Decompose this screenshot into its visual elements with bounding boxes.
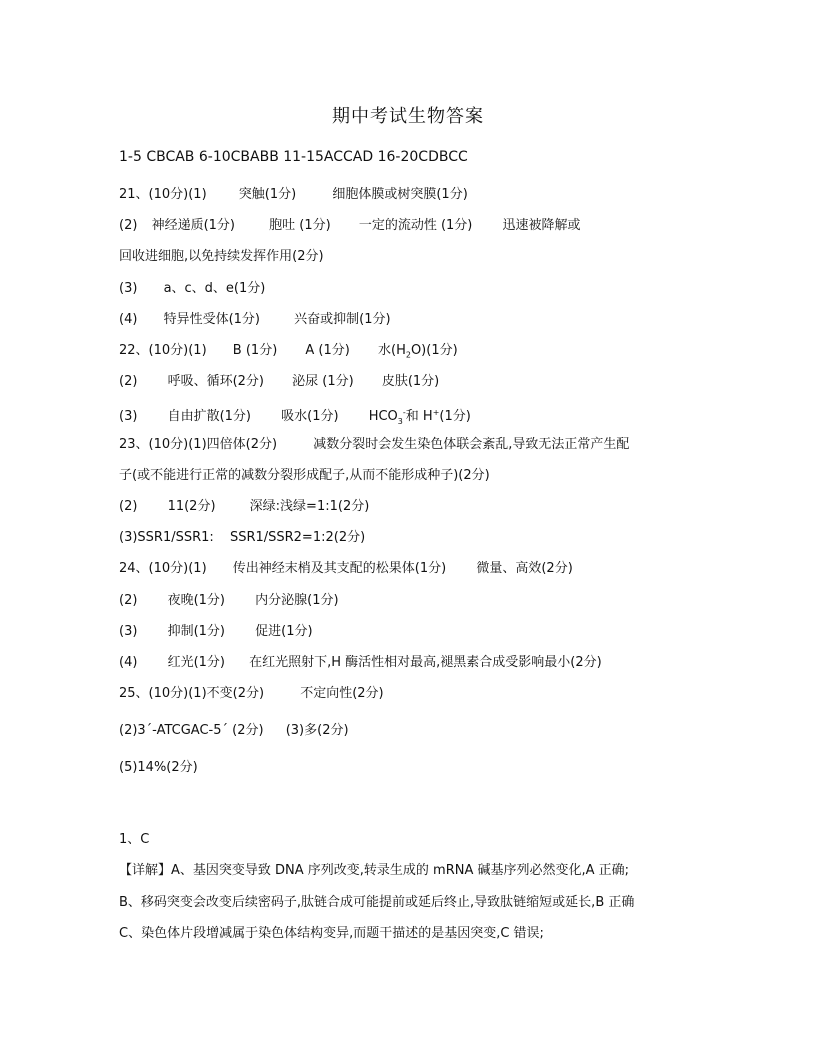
q21-answer-2b: 胞吐 (1分) bbox=[269, 218, 331, 233]
q24-answer-4a: 红光(1分) bbox=[167, 655, 225, 670]
sub-label: (3) bbox=[119, 409, 138, 425]
q24-answer-1a: 传出神经末梢及其支配的松果体(1分) bbox=[232, 561, 447, 576]
sub-label: (2) bbox=[119, 593, 138, 608]
q25-line-2 bbox=[119, 722, 349, 740]
q21-answer-2d: 迅速被降解或 bbox=[502, 218, 581, 233]
q22-answer-2b: 泌尿 (1分) bbox=[292, 374, 354, 389]
q21-line-1 bbox=[119, 186, 468, 204]
q21-answer-2c: 一定的流动性 (1分) bbox=[358, 218, 473, 233]
q21-answer-4a: 特异性受体(1分) bbox=[163, 312, 260, 327]
q23-answer-1b: 减数分裂时会发生染色体联会紊乱,导致无法正常产生配 bbox=[313, 437, 630, 452]
q24-answer-3b: 促进(1分) bbox=[255, 624, 313, 639]
sub-label: (2) bbox=[119, 374, 138, 389]
sub-label: (3) bbox=[119, 624, 138, 639]
page-title: 期中考试生物答案 bbox=[332, 106, 484, 127]
q23-line-1 bbox=[119, 436, 629, 454]
sub-label: (4) bbox=[119, 655, 138, 670]
q24-answer-2a: 夜晚(1分) bbox=[167, 593, 225, 608]
q22-answer-1c: 水$(H_2O)(1$分) bbox=[378, 343, 458, 360]
q22-line-1 bbox=[119, 342, 458, 365]
explain-line-c: C、染色体片段增减属于染色体结构变异,而题干描述的是基因突变,C 错误; bbox=[119, 926, 544, 941]
q21-line-3: 回收进细胞,以免持续发挥作用(2分) bbox=[119, 249, 324, 264]
q21-answer-1: 突触(1分) bbox=[238, 187, 297, 202]
q23-answer-2b: 深绿:浅绿=1:1(2分) bbox=[249, 499, 370, 514]
q22-answer-2c: 皮肤(1分) bbox=[381, 374, 440, 389]
q23-answer-2a: 11(2分) bbox=[167, 499, 216, 514]
q23-answer-1a: 23、(10分)(1)四倍体(2分) bbox=[119, 437, 278, 452]
mc-answers: 1-5 CBCAB 6-10CBABB 11-15ACCAD 16-20CDBCC bbox=[119, 149, 468, 165]
q24-answer-3a: 抑制(1分) bbox=[167, 624, 225, 639]
sub-label: (2) bbox=[119, 218, 138, 233]
q25-answer-1b: 不定向性(2分) bbox=[300, 686, 384, 701]
sub-label: (2) bbox=[119, 499, 138, 514]
q21-line-2 bbox=[119, 217, 581, 235]
q22-answer-2a: 呼吸、循环(2分) bbox=[167, 374, 264, 389]
q25-line-3: (5)14%(2分) bbox=[119, 760, 198, 775]
q21-answer-1b: 细胞体膜或树突膜(1分) bbox=[332, 187, 468, 202]
q25-answer-2: (2)3´-ATCGAC-5´ (2分) bbox=[119, 723, 264, 738]
q22-line-3 bbox=[119, 404, 471, 431]
q22-line-2 bbox=[119, 373, 439, 391]
q23-answer-3b: SSR1/SSR2=1:2(2分) bbox=[229, 530, 366, 545]
q21-answer-3: a、c、d、e(1分) bbox=[163, 281, 266, 296]
sub-label: (4) bbox=[119, 312, 138, 327]
q21-line-4 bbox=[119, 280, 265, 298]
q21-answer-2a: 神经递质(1分) bbox=[151, 218, 235, 233]
q23-answer-3a: (3)SSR1/SSR1: bbox=[119, 530, 214, 545]
q23-line-3 bbox=[119, 498, 369, 516]
q22-answer-1b: A (1分) bbox=[305, 343, 350, 358]
q22-answer-3b: 吸水(1分) bbox=[281, 409, 339, 425]
explain-line-a: 【详解】A、基因突变导致 DNA 序列改变,转录生成的 mRNA 碱基序列必然变化,A 正确; bbox=[119, 863, 630, 878]
sub-label: (3) bbox=[119, 281, 138, 296]
explain-heading: 1、C bbox=[119, 832, 150, 847]
q25-line-1 bbox=[119, 685, 384, 703]
q24-answer-4b: 在红光照射下,H 酶活性相对最高,褪黑素合成受影响最小(2分) bbox=[249, 655, 602, 670]
q21-line-5 bbox=[119, 311, 391, 329]
q24-line-4 bbox=[119, 654, 602, 672]
q23-line-2: 子(或不能进行正常的减数分裂形成配子,从而不能形成种子)(2分) bbox=[119, 468, 490, 483]
q24-line-3 bbox=[119, 623, 313, 641]
q22-answer-3c: $HCO_3^-$和 H+(1分) bbox=[368, 408, 471, 426]
q24-line-1 bbox=[119, 560, 573, 578]
explain-line-b: B、移码突变会改变后续密码子,肽链合成可能提前或延后终止,导致肽链缩短或延长,B 正确 bbox=[119, 895, 635, 910]
q24-answer-2b: 内分泌腺(1分) bbox=[255, 593, 339, 608]
q22-label: 22、(10分)(1) bbox=[119, 343, 207, 358]
q25-answer-1a: 25、(10分)(1)不变(2分) bbox=[119, 686, 265, 701]
q21-answer-4b: 兴奋或抑制(1分) bbox=[294, 312, 391, 327]
q24-line-2 bbox=[119, 592, 339, 610]
q22-answer-3a: 自由扩散(1分) bbox=[167, 409, 251, 425]
q24-label: 24、(10分)(1) bbox=[119, 561, 207, 576]
q24-answer-1b: 微量、高效(2分) bbox=[476, 561, 573, 576]
q21-label: 21、(10分)(1) bbox=[119, 187, 207, 202]
q22-answer-1a: B (1分) bbox=[232, 343, 278, 358]
q23-line-4 bbox=[119, 529, 365, 547]
q25-answer-3: (3)多(2分) bbox=[285, 723, 349, 738]
